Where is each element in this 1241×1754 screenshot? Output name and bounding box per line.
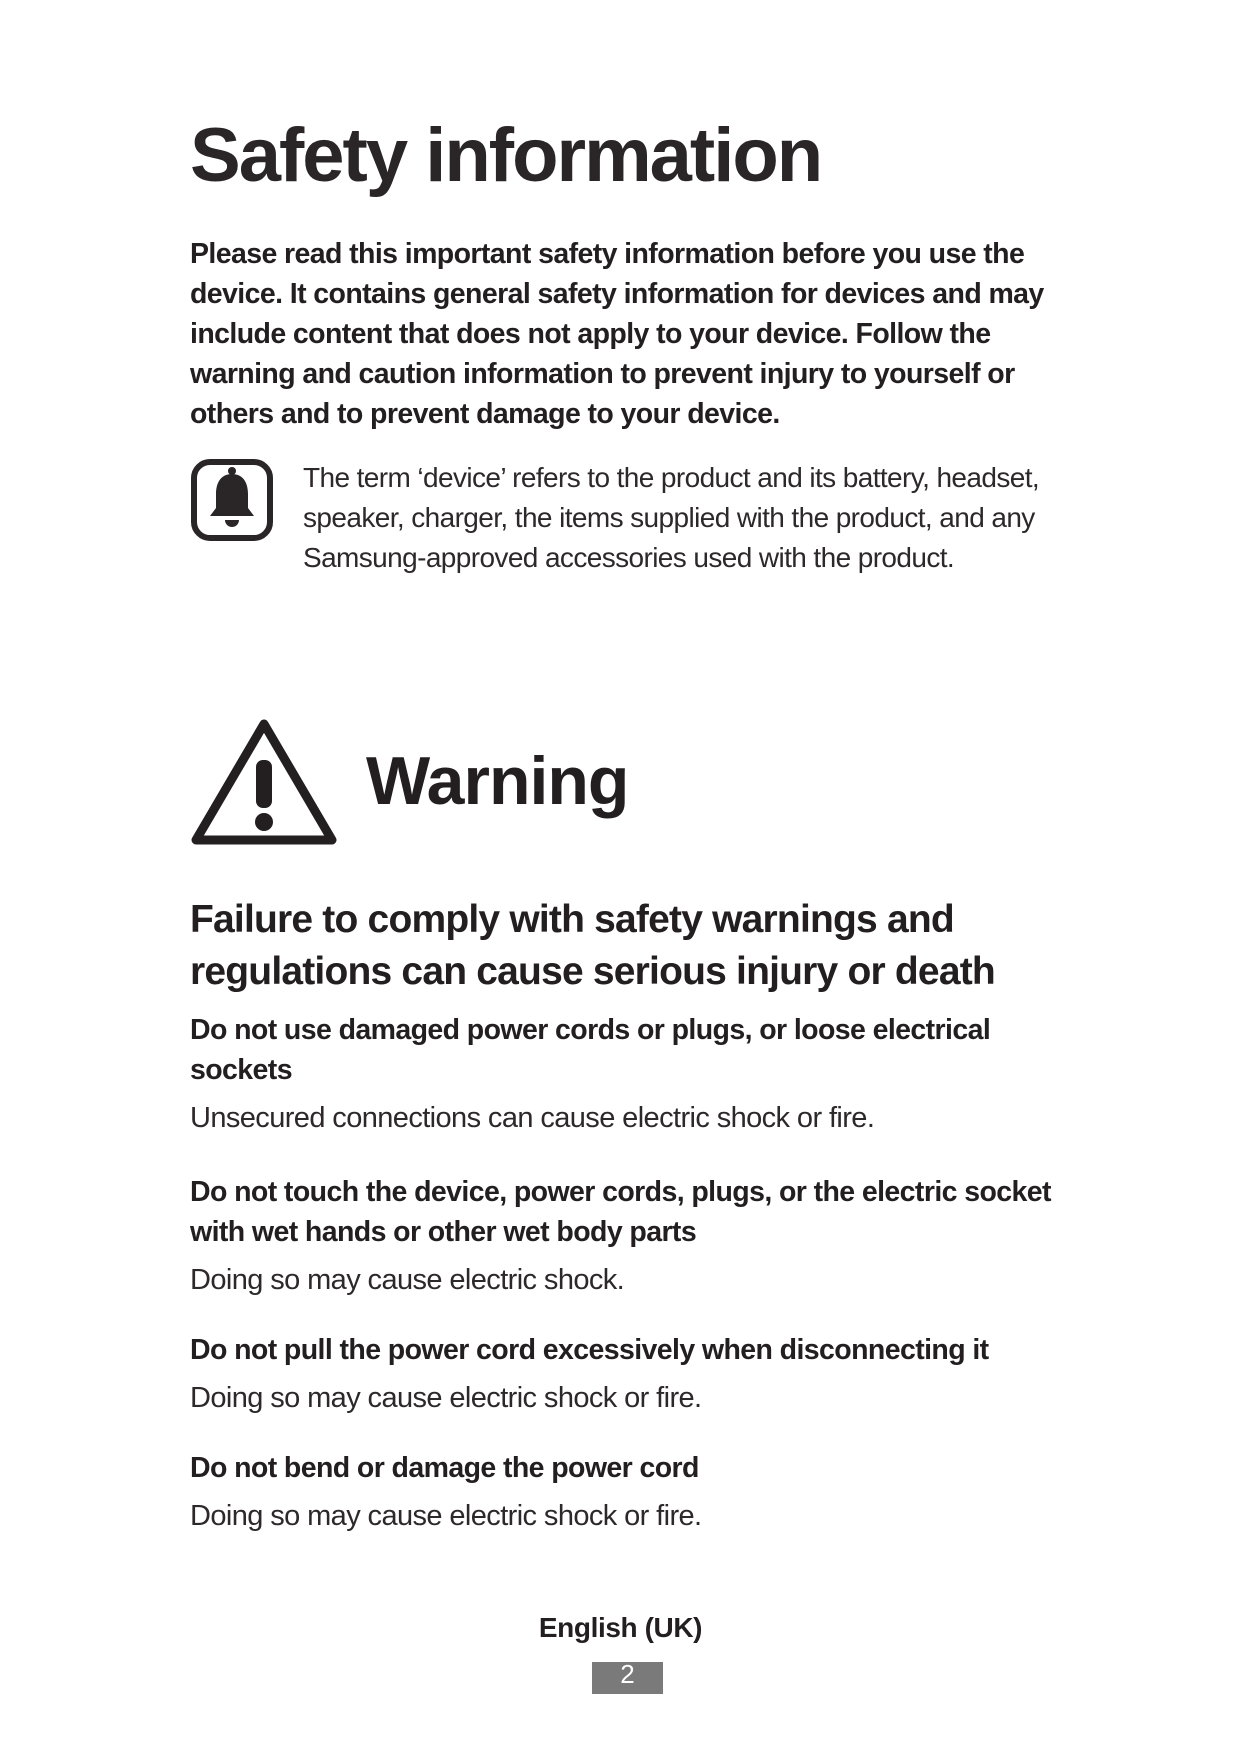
rule-heading: Do not bend or damage the power cord <box>190 1452 699 1484</box>
footer-language: English (UK) <box>538 1612 703 1643</box>
page-number: 2 <box>592 1662 663 1694</box>
rule-heading: Do not pull the power cord excessively when disconnecting it <box>190 1334 989 1366</box>
intro-paragraph: Please read this important safety information before you use the device. It contains general safety information for devices and may include content that does not apply to your device. Follow the warning and caution information to prevent injury to yourself or others and to prevent damage to your device. <box>190 238 1044 430</box>
section-heading: Failure to comply with safety warnings and regulations can cause serious injury or death <box>190 898 995 993</box>
bell-notice-icon <box>190 458 274 542</box>
warning-triangle-icon <box>190 716 338 848</box>
page-title: Safety information <box>190 113 822 198</box>
safety-rule <box>190 1448 1070 1536</box>
rule-heading: Do not touch the device, power cords, plugs, or the electric socket with wet hands or other wet body parts <box>190 1176 1051 1248</box>
rule-body: Unsecured connections can cause electric shock or fire. <box>190 1102 875 1134</box>
warning-title: Warning <box>366 743 629 819</box>
rule-body: Doing so may cause electric shock. <box>190 1264 625 1296</box>
rule-body: Doing so may cause electric shock or fire. <box>190 1382 702 1414</box>
rule-heading: Do not use damaged power cords or plugs, or loose electrical sockets <box>190 1014 991 1086</box>
safety-rule <box>190 1172 1070 1300</box>
safety-rule <box>190 1010 1070 1138</box>
note-text: The term ‘device’ refers to the product and its battery, headset, speaker, charger, the items supplied with the product, and any Samsung-approved accessories used with the product. <box>303 462 1040 573</box>
safety-rule <box>190 1330 1070 1418</box>
rule-body: Doing so may cause electric shock or fire. <box>190 1500 702 1532</box>
